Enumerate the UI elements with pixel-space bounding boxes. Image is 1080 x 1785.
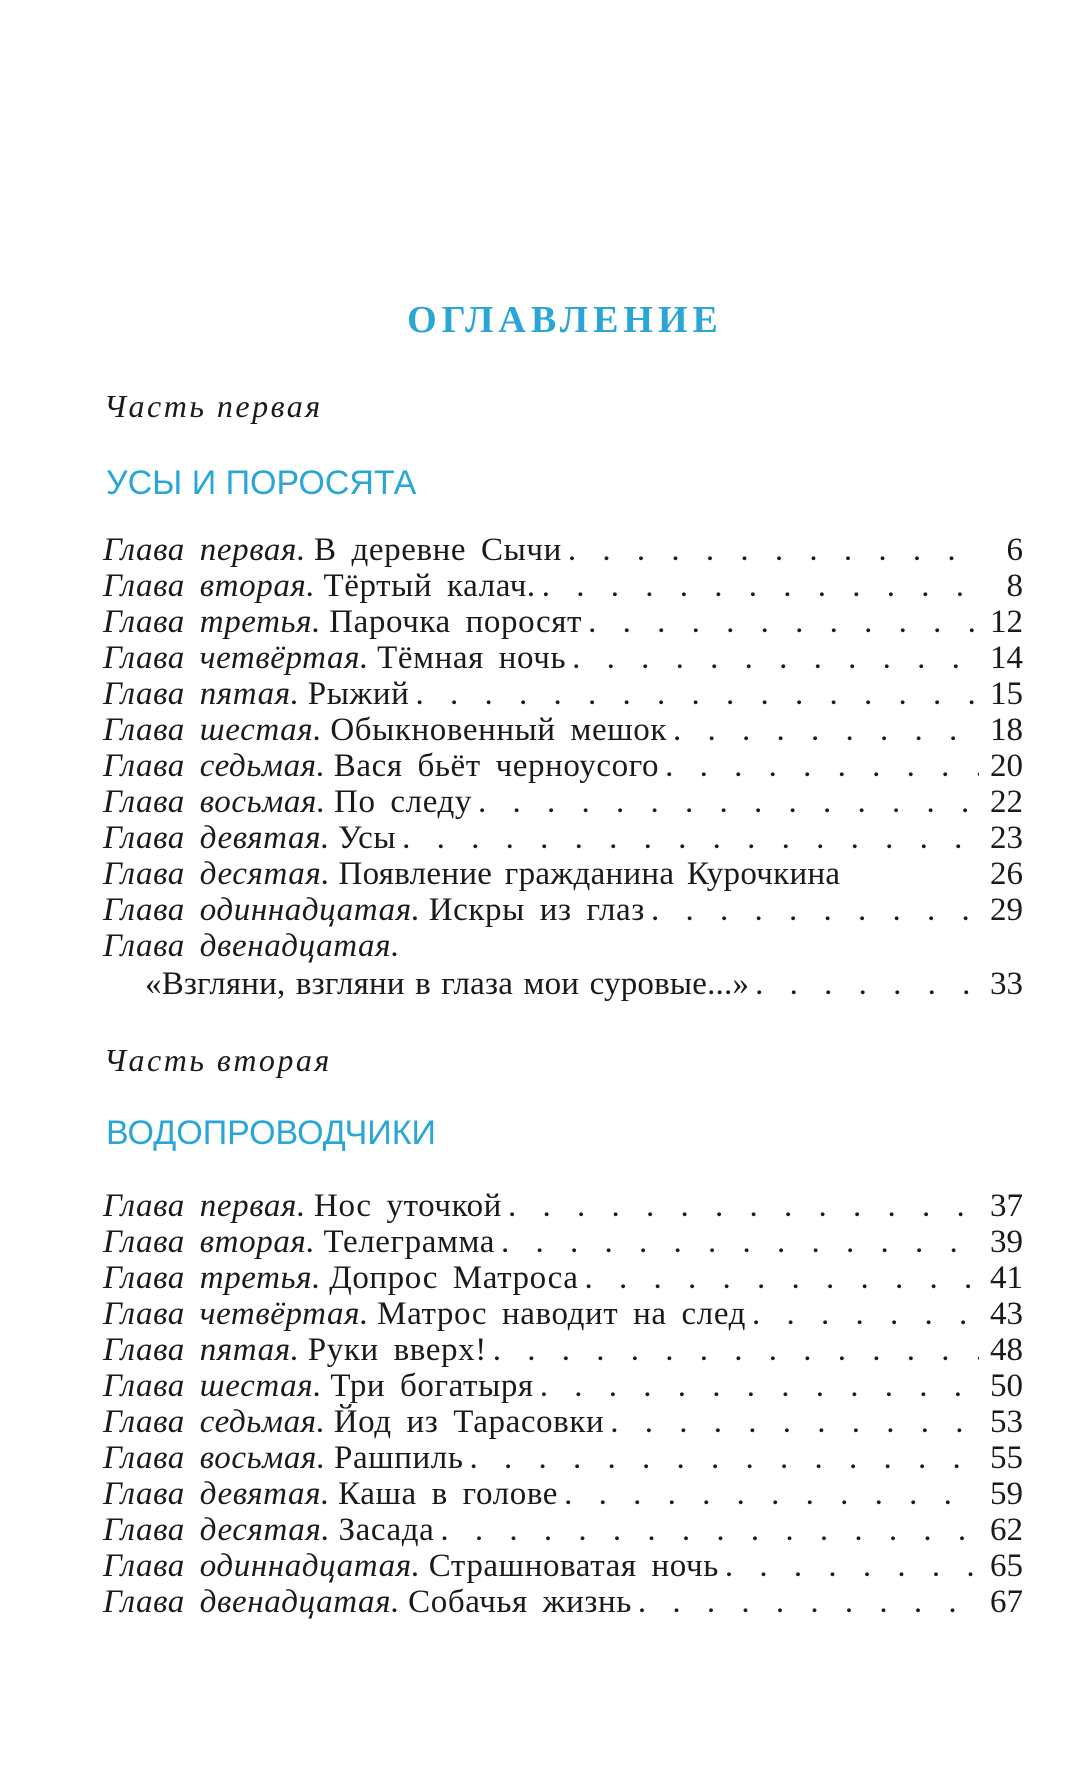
toc-entry[interactable] — [103, 532, 1023, 568]
chapter-number: Глава девятая. — [103, 820, 330, 856]
page-number: 65 — [990, 1548, 1023, 1584]
toc-entry[interactable] — [103, 1188, 1023, 1224]
chapter-title: Страшноватая ночь — [428, 1548, 719, 1584]
page-number: 15 — [990, 676, 1023, 712]
chapter-number: Глава одиннадцатая. — [103, 1548, 421, 1584]
chapter-title: Рыжий — [307, 676, 410, 712]
dot-leader — [584, 1260, 979, 1296]
toc-entry[interactable] — [103, 784, 1023, 820]
dot-leader — [508, 1188, 979, 1224]
dot-leader — [568, 532, 979, 568]
page-number: 26 — [990, 856, 1023, 892]
toc-entry[interactable] — [103, 1260, 1023, 1296]
dot-leader — [469, 1440, 979, 1476]
chapter-number: Глава девятая. — [103, 1476, 330, 1512]
chapter-number: Глава вторая. — [103, 568, 316, 604]
page-number: 18 — [990, 712, 1023, 748]
part-2-title: ВОДОПРОВОДЧИКИ — [106, 1114, 436, 1152]
page-number: 59 — [990, 1476, 1023, 1512]
dot-leader — [440, 1512, 979, 1548]
page-number: 29 — [990, 892, 1023, 928]
page-number: 14 — [990, 640, 1023, 676]
chapter-title: Обыкновенный мешок — [330, 712, 668, 748]
chapter-number: Глава двенадцатая. — [103, 1584, 400, 1620]
toc-entry[interactable] — [103, 966, 1023, 1002]
toc-entry[interactable] — [103, 712, 1023, 748]
toc-entry[interactable] — [103, 676, 1023, 712]
chapter-title: Йод из Тарасовки — [333, 1404, 605, 1440]
chapter-title: «Взгляни, взгляни в глаза мои суровые...» — [145, 966, 750, 1002]
toc-entry[interactable] — [103, 1476, 1023, 1512]
chapter-number: Глава восьмая. — [103, 1440, 326, 1476]
toc-entry[interactable] — [103, 856, 1023, 892]
dot-leader — [564, 1476, 979, 1512]
chapter-number: Глава шестая. — [103, 712, 323, 748]
toc-entry[interactable] — [103, 1440, 1023, 1476]
page-number: 22 — [990, 784, 1023, 820]
toc-entry[interactable] — [103, 1512, 1023, 1548]
part-1-title: УСЫ И ПОРОСЯТА — [106, 464, 417, 502]
chapter-number: Глава одиннадцатая. — [103, 892, 421, 928]
chapter-title: Тёртый калач. — [323, 568, 536, 604]
page-number: 39 — [990, 1224, 1023, 1260]
chapter-title: Матрос наводит на след — [377, 1296, 747, 1332]
dot-leader — [478, 784, 979, 820]
chapter-number: Глава третья. — [103, 604, 321, 640]
chapter-title: Руки вверх! — [307, 1332, 487, 1368]
toc-entry[interactable] — [103, 748, 1023, 784]
toc-entry[interactable] — [103, 1368, 1023, 1404]
dot-leader — [755, 966, 979, 1002]
toc-entry[interactable] — [103, 1296, 1023, 1332]
toc-entry[interactable] — [103, 1548, 1023, 1584]
dot-leader — [725, 1548, 979, 1584]
chapter-title: Рашпиль — [334, 1440, 464, 1476]
chapter-number: Глава десятая. — [103, 856, 331, 892]
chapter-number: Глава первая. — [103, 1188, 306, 1224]
chapter-title: Каша в голове — [338, 1476, 559, 1512]
page-number: 50 — [990, 1368, 1023, 1404]
dot-leader — [665, 748, 979, 784]
page-number: 53 — [990, 1404, 1023, 1440]
part-2-label: Часть вторая — [104, 1042, 332, 1078]
chapter-title: Засада — [338, 1512, 435, 1548]
chapter-number: Глава десятая. — [103, 1512, 331, 1548]
chapter-number: Глава шестая. — [103, 1368, 323, 1404]
chapter-title: Усы — [338, 820, 397, 856]
chapter-title: Нос уточкой — [314, 1188, 502, 1224]
page-number: 8 — [1006, 568, 1023, 604]
page-number: 37 — [990, 1188, 1023, 1224]
page-number: 41 — [990, 1260, 1023, 1296]
dot-leader — [752, 1296, 979, 1332]
dot-leader — [501, 1224, 979, 1260]
dot-leader — [572, 640, 979, 676]
toc-entry[interactable] — [103, 820, 1023, 856]
part-2-toc — [103, 1188, 1023, 1620]
chapter-number: Глава первая. — [103, 532, 306, 568]
chapter-title: Искры из глаз — [428, 892, 645, 928]
chapter-title: В деревне Сычи — [314, 532, 562, 568]
page-number: 23 — [990, 820, 1023, 856]
chapter-title: Телеграмма — [323, 1224, 495, 1260]
chapter-number: Глава четвёртая. — [103, 1296, 369, 1332]
chapter-title: Собачья жизнь — [408, 1584, 632, 1620]
chapter-title: Парочка поросят — [329, 604, 583, 640]
dot-leader — [542, 568, 979, 604]
page-number: 20 — [990, 748, 1023, 784]
chapter-number: Глава седьмая. — [103, 1404, 326, 1440]
chapter-title: По следу — [334, 784, 473, 820]
toc-entry-heading[interactable] — [103, 928, 1023, 964]
dot-leader — [673, 712, 979, 748]
chapter-title: Три богатыря — [330, 1368, 534, 1404]
page-number: 67 — [990, 1584, 1023, 1620]
dot-leader — [651, 892, 979, 928]
dot-leader — [610, 1404, 979, 1440]
chapter-title: Допрос Матроса — [329, 1260, 579, 1296]
chapter-number: Глава вторая. — [103, 1224, 316, 1260]
dot-leader — [493, 1332, 979, 1368]
page-number: 48 — [990, 1332, 1023, 1368]
toc-entry[interactable] — [103, 1224, 1023, 1260]
toc-entry[interactable] — [103, 1584, 1023, 1620]
chapter-number: Глава пятая. — [103, 676, 300, 712]
chapter-number: Глава четвёртая. — [103, 640, 369, 676]
dot-leader — [402, 820, 979, 856]
chapter-title: Появление гражданина Курочкина — [338, 856, 841, 892]
dot-leader — [540, 1368, 979, 1404]
page-title: ОГЛАВЛЕНИЕ — [407, 299, 723, 341]
part-1-toc — [103, 532, 1023, 1002]
page-number: 33 — [990, 966, 1023, 1002]
dot-leader — [638, 1584, 979, 1620]
page-number: 43 — [990, 1296, 1023, 1332]
chapter-number: Глава пятая. — [103, 1332, 300, 1368]
toc-entry[interactable] — [103, 604, 1023, 640]
page-number: 12 — [990, 604, 1023, 640]
chapter-title: Вася бьёт черноусого — [333, 748, 660, 784]
page-number: 6 — [1006, 532, 1023, 568]
chapter-title: Тёмная ночь — [377, 640, 567, 676]
toc-entry[interactable] — [103, 568, 1023, 604]
page-number: 62 — [990, 1512, 1023, 1548]
dot-leader — [588, 604, 979, 640]
toc-entry[interactable] — [103, 640, 1023, 676]
chapter-number: Глава восьмая. — [103, 784, 326, 820]
chapter-number: Глава двенадцатая. — [103, 928, 400, 964]
toc-entry[interactable] — [103, 892, 1023, 928]
part-1-label: Часть первая — [104, 388, 323, 424]
chapter-number: Глава седьмая. — [103, 748, 326, 784]
toc-entry[interactable] — [103, 1332, 1023, 1368]
toc-entry[interactable] — [103, 1404, 1023, 1440]
dot-leader — [415, 676, 979, 712]
chapter-number: Глава третья. — [103, 1260, 321, 1296]
page-number: 55 — [990, 1440, 1023, 1476]
